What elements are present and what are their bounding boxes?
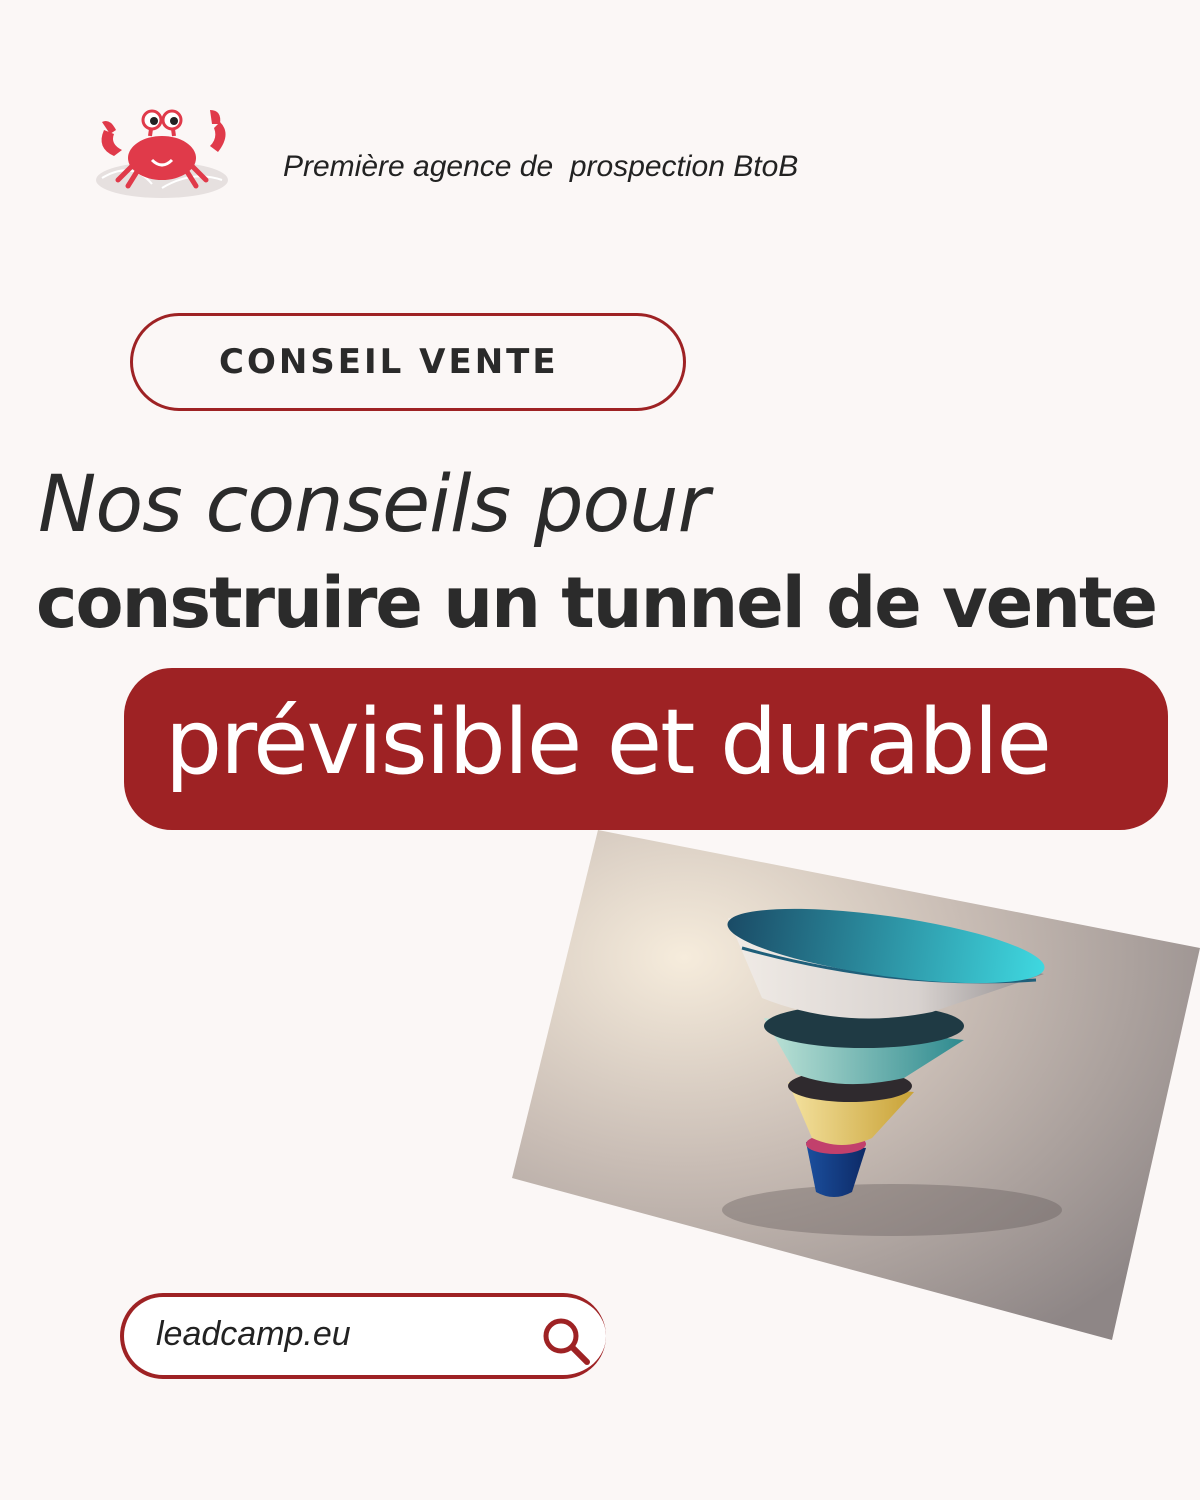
- headline-intro: Nos conseils pour: [38, 460, 709, 550]
- category-badge: [130, 313, 686, 411]
- sales-funnel-illustration: [512, 830, 1200, 1340]
- search-icon[interactable]: [540, 1315, 592, 1367]
- search-input[interactable]: leadcamp.eu: [156, 1315, 351, 1353]
- tagline: Première agence de prospection BtoB: [283, 150, 799, 183]
- category-badge-label: CONSEIL VENTE: [219, 342, 559, 382]
- headline-highlight: prévisible et durable: [165, 690, 1050, 795]
- crab-logo-icon: [92, 100, 234, 200]
- headline-main: construire un tunnel de vente: [36, 562, 1156, 644]
- search-bar[interactable]: [120, 1293, 606, 1379]
